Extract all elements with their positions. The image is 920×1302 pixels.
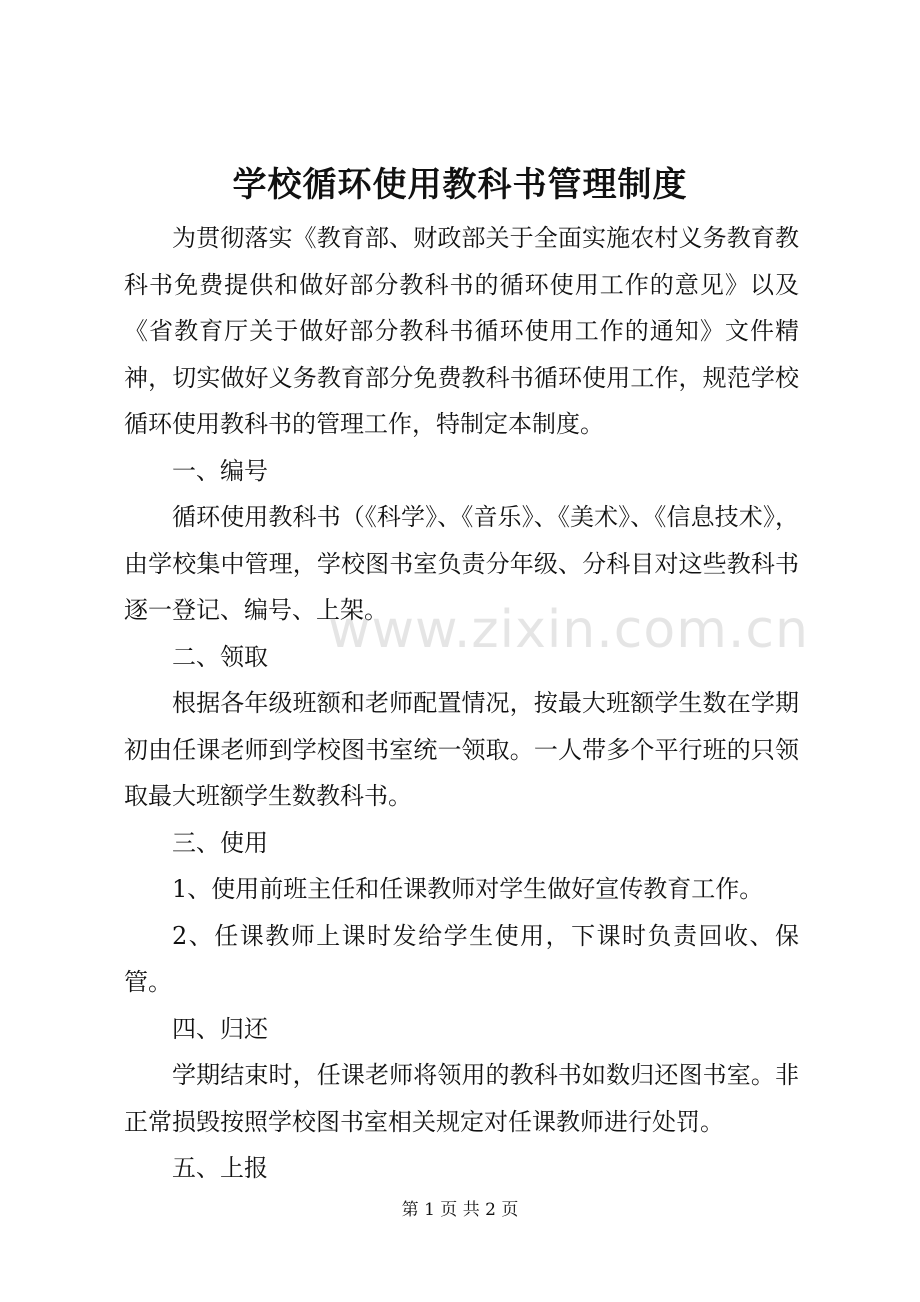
usage-item-1: 1、使用前班主任和任课教师对学生做好宣传教育工作。 — [172, 875, 764, 903]
section-heading-return: 四、归还 — [172, 1014, 268, 1043]
section-text-numbering: 循环使用教科书（《科学》、《音乐》、《美术》、《信息技术》，由学校集中管理，学校图书室负责分年级、分科目对这些教科书逐一登记、编号、上架。 — [124, 503, 799, 624]
watermark: www.zixin.com.cn — [328, 600, 809, 660]
page-footer: 第 1 页 共 2 页 — [401, 1200, 519, 1220]
section-heading-usage: 三、使用 — [172, 828, 268, 857]
document-title: 学校循环使用教科书管理制度 — [232, 165, 688, 205]
usage-item-2: 2、任课教师上课时发给学生使用，下课时负责回收、保管。 — [124, 921, 799, 996]
section-heading-numbering: 一、编号 — [172, 456, 268, 485]
intro-paragraph: 为贯彻落实《教育部、财政部关于全面实施农村义务教育教科书免费提供和做好部分教科书的循环使用工作的意见》以及《省教育厅关于做好部分教科书循环使用工作的通知》文件精神，切实做好义务教育部分免费教科书循环使用工作，规范学校循环使用教科书的管理工作，特制定本制度。 — [124, 224, 799, 438]
section-text-return: 学期结束时，任课老师将领用的教科书如数归还图书室。非正常损毁按照学校图书室相关规定对任课教师进行处罚。 — [124, 1061, 799, 1136]
section-heading-report: 五、上报 — [172, 1154, 268, 1182]
section-heading-collection: 二、领取 — [172, 642, 268, 671]
document-body — [124, 215, 799, 1192]
section-text-collection: 根据各年级班额和老师配置情况，按最大班额学生数在学期初由任课老师到学校图书室统一领取。一人带多个平行班的只领取最大班额学生数教科书。 — [124, 689, 799, 810]
